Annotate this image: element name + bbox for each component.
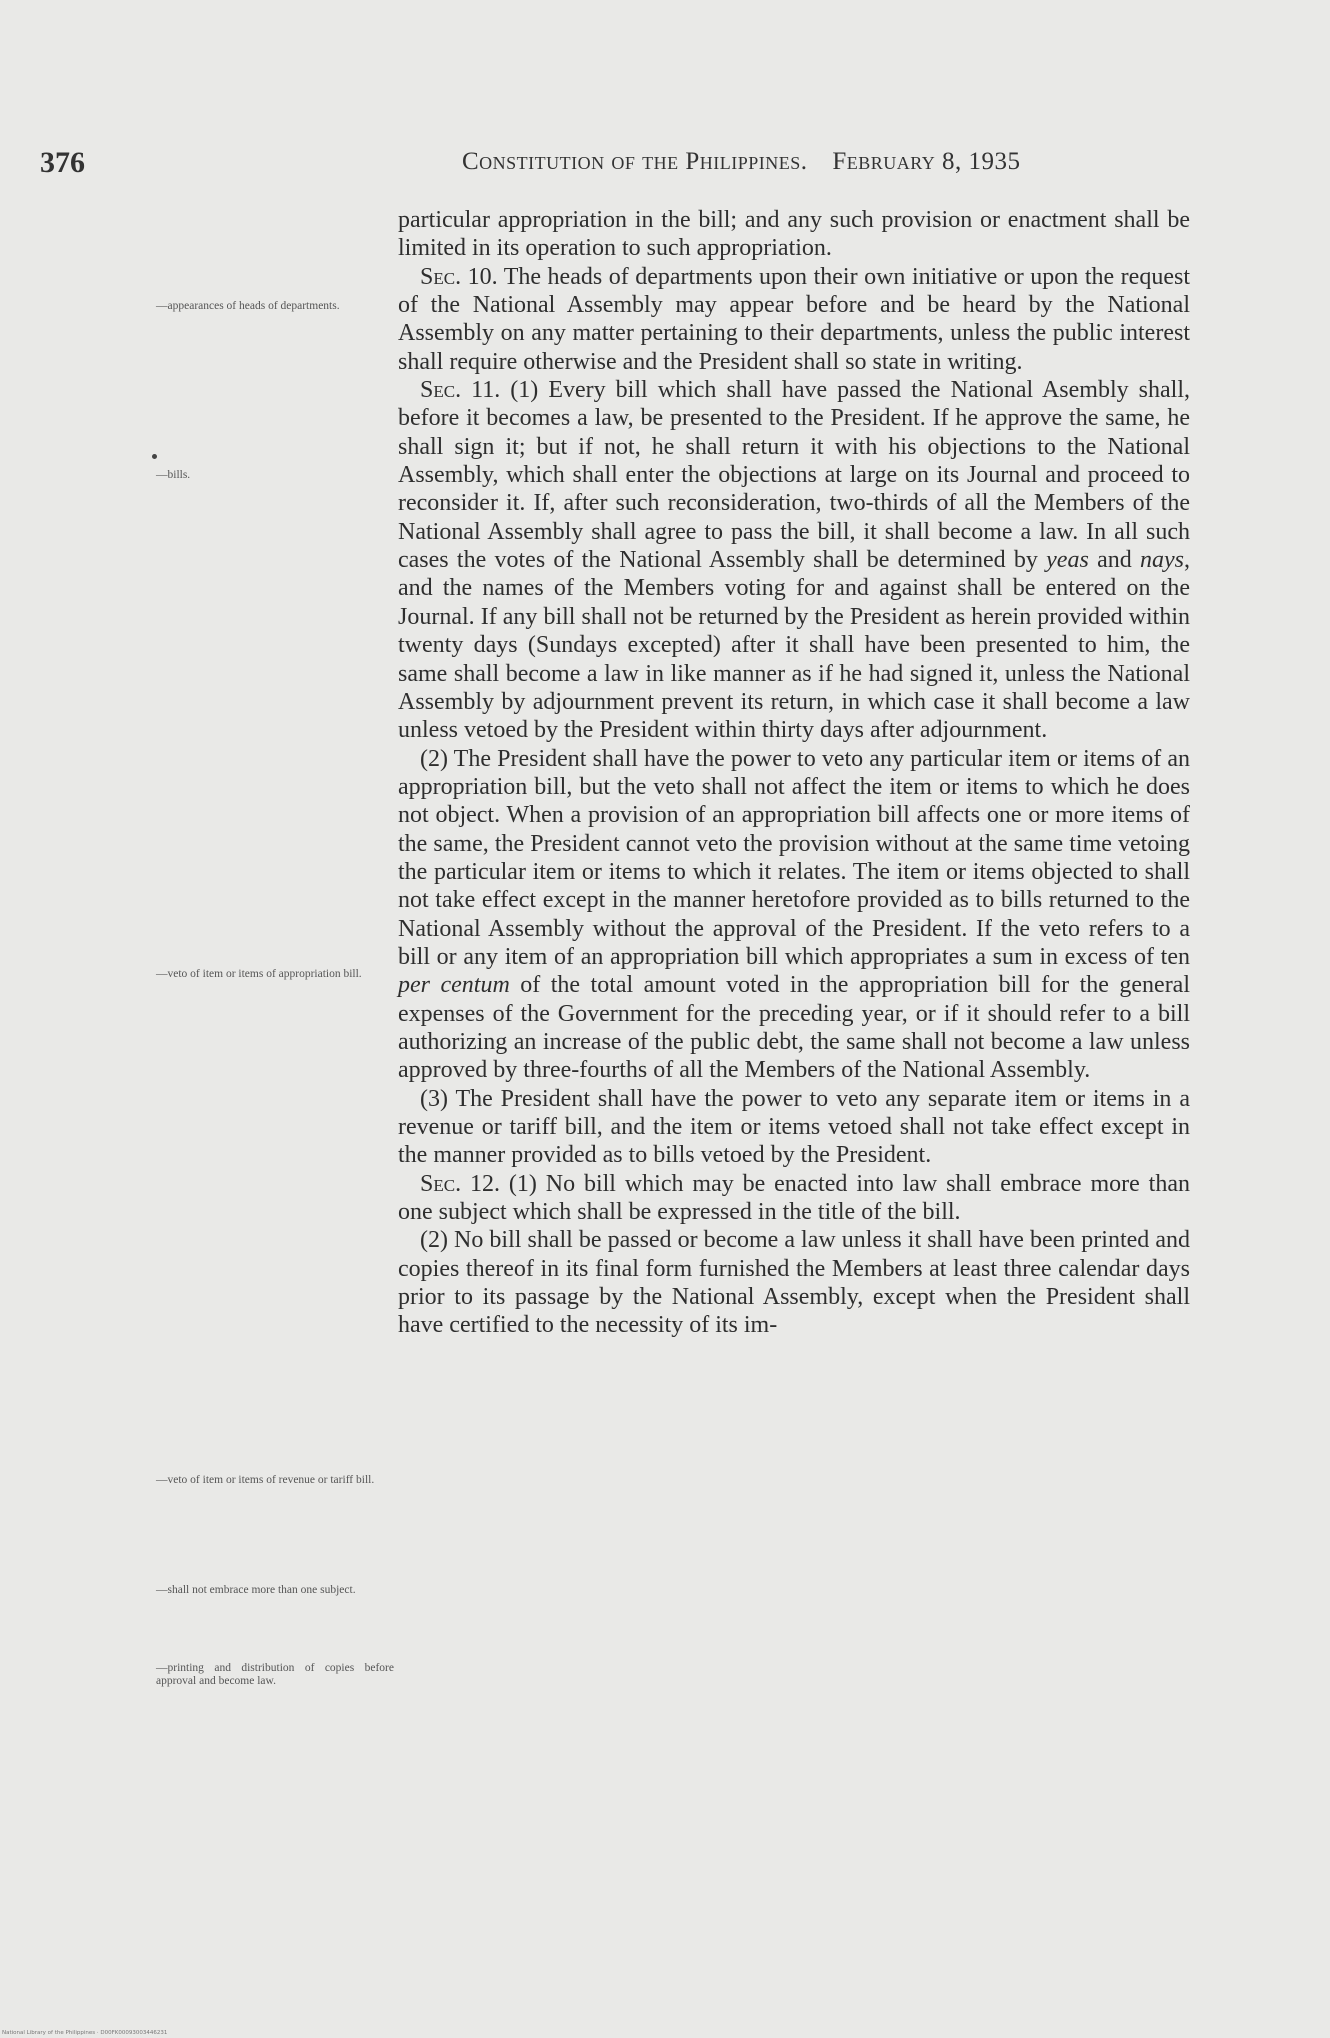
italic-term: yeas <box>1046 547 1089 574</box>
paragraph-text: The heads of departments upon their own initiative or upon the request of the National Assembly may appear before and be heard by the National Assembly on any matter pertaining to their departments, unless the public interest shall require otherwise and the President shall so state in writing. <box>398 263 1190 375</box>
paragraph-text: of the total amount voted in the appropriation bill for the general expenses of the Government for the preceding year, or if it should refer to a bill authorizing an increase of the public debt, the same shall not become a law unless approved by three-fourths of all the Members of the National Assembly. <box>398 972 1191 1084</box>
running-title-text: Constitution of the Philippines. <box>462 148 808 175</box>
section-label: Sec. 10. <box>420 263 498 290</box>
page-header <box>40 146 1190 186</box>
paragraph-continuation: particular appropriation in the bill; and any such provision or enactment shall be limited in its operation to such appropriation. <box>398 207 1190 262</box>
margin-note-appearances: —appearances of heads of departments. <box>156 300 340 312</box>
paragraph-sec-11 <box>398 376 1190 744</box>
page-number: 376 <box>40 146 85 179</box>
paragraph-text: (2) The President shall have the power to veto any particular item or items of an appropriation bill, but the veto shall not affect the item or items to which he does not object. When a provision of an appropriation bill affects one or more items of the same, the President cannot veto the provision without at the same time vetoing the particular item or items to which it relates. The item or items objected to shall not take effect except in the manner heretofore provided as to bills returned to the National Assembly without the approval of the President. If the veto refers to a bill or any item of an appropriation bill which appropriates a sum in excess of ten <box>398 745 1190 970</box>
italic-term: nays <box>1140 547 1185 574</box>
section-label: Sec. 12. <box>420 1170 500 1197</box>
running-title <box>462 148 1020 176</box>
paragraph-text: (1) No bill which may be enacted into law shall embrace more than one subject which shall be expressed in the title of the bill. <box>398 1170 1190 1226</box>
margin-note-veto-appropriation: —veto of item or items of appropriation bill. <box>156 968 362 980</box>
margin-note-one-subject: —shall not embrace more than one subject. <box>156 1584 356 1596</box>
margin-note-bills: —bills. <box>156 469 191 481</box>
paragraph-sec-12 <box>398 1170 1190 1227</box>
paragraph-sec-11-3: (3) The President shall have the power to veto any separate item or items in a revenue or tariff bill, and the item or items vetoed shall not take effect except in the manner provided as to bills vetoed by the President. <box>398 1085 1190 1169</box>
running-title-date: February 8, 1935 <box>832 148 1021 175</box>
library-stamp: National Library of the Philippines · D00FK00093003446231 <box>2 2030 168 2036</box>
bullet-mark <box>152 454 157 459</box>
margin-note-printing: —printing and distribution of copies before approval and become law. <box>156 1662 394 1687</box>
paragraph-sec-12-2: (2) No bill shall be passed or become a law unless it shall have been printed and copies thereof in its final form furnished the Members at least three calendar days prior to its passage by the National Assembly, except when the President shall have certified to the necessity of its im- <box>398 1227 1190 1339</box>
paragraph-sec-10 <box>398 263 1190 376</box>
paragraph-text: , and the names of the Members voting for and against shall be entered on the Journal. If any bill shall not be returned by the President as herein provided within twenty days (Sundays excepted) after it shall have been presented to him, the same shall become a law in like manner as if he had signed it, unless the National Assembly by adjournment prevent its return, in which case it shall become a law unless vetoed by the President within thirty days after adjournment. <box>398 547 1191 744</box>
italic-term: per centum <box>398 972 510 999</box>
section-label: Sec. 11. <box>420 377 501 404</box>
paragraph-text: (1) Every bill which shall have passed the National Asembly shall, before it becomes a law, be presented to the President. If he approve the same, he shall sign it; but if not, he shall return it with his objections to the National Assembly, which shall enter the objections at large on its Journal and proceed to reconsider it. If, after such reconsideration, two-thirds of all the Members of the National Assembly shall agree to pass the bill, it shall become a law. In all such cases the votes of the National Assembly shall be determined by <box>398 377 1190 574</box>
margin-note-veto-revenue: —veto of item or items of revenue or tariff bill. <box>156 1474 375 1486</box>
body-text <box>398 206 1190 1340</box>
paragraph-text: and <box>1088 547 1141 574</box>
paragraph-sec-11-2 <box>398 745 1190 1085</box>
